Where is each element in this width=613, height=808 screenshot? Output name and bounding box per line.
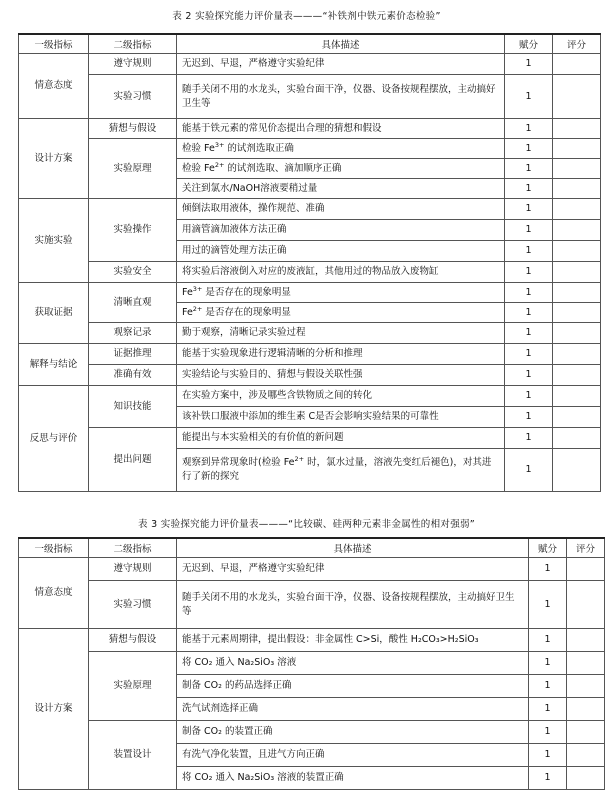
score-cell[interactable]: [553, 75, 601, 119]
points-cell: 1: [529, 581, 567, 629]
score-cell[interactable]: [567, 581, 605, 629]
level1-cell: 实施实验: [19, 199, 89, 283]
table-row: [19, 262, 601, 283]
score-cell[interactable]: [567, 721, 605, 744]
level2-cell: 猜想与假设: [89, 629, 177, 652]
header-score: 评分: [567, 538, 605, 558]
table-row: [19, 139, 601, 159]
score-cell[interactable]: [553, 220, 601, 241]
score-cell[interactable]: [553, 139, 601, 159]
description-cell: 能基于铁元素的常见价态提出合理的猜想和假设: [177, 119, 505, 139]
level2-cell: 装置设计: [89, 721, 177, 790]
table-row: [19, 119, 601, 139]
description-cell: 该补铁口服液中添加的维生素 C是否会影响实验结果的可靠性: [177, 407, 505, 428]
points-cell: 1: [529, 698, 567, 721]
description-cell: 能基于实验现象进行逻辑清晰的分析和推理: [177, 344, 505, 365]
points-cell: 1: [529, 652, 567, 675]
table-row: [19, 428, 601, 449]
score-cell[interactable]: [553, 407, 601, 428]
points-cell: 1: [505, 220, 553, 241]
score-cell[interactable]: [553, 159, 601, 179]
header-level2: 二级指标: [89, 538, 177, 558]
description-cell: 能提出与本实验相关的有价值的新问题: [177, 428, 505, 449]
points-cell: 1: [505, 54, 553, 75]
points-cell: 1: [505, 283, 553, 303]
level1-cell: 获取证据: [19, 283, 89, 344]
table-row: [19, 386, 601, 407]
table-row: [19, 54, 601, 75]
level2-cell: 实验安全: [89, 262, 177, 283]
description-cell: 观察到异常现象时(检验 $Fe^{2+}$ 时，氯水过量，溶液先变红后褪色)，对其进行了新的探究: [177, 449, 505, 492]
points-cell: 1: [505, 344, 553, 365]
table-row: [19, 323, 601, 344]
level2-cell: 提出问题: [89, 428, 177, 492]
description-cell: 无迟到、早退，严格遵守实验纪律: [177, 558, 529, 581]
score-cell[interactable]: [553, 283, 601, 303]
score-cell[interactable]: [553, 119, 601, 139]
description-cell: 将 CO₂ 通入 Na₂SiO₃ 溶液: [177, 652, 529, 675]
description-cell: 无迟到、早退，严格遵守实验纪律: [177, 54, 505, 75]
description-cell: 用滴管滴加液体方法正确: [177, 220, 505, 241]
table2-header-row: [19, 34, 601, 54]
header-description: 具体描述: [177, 34, 505, 54]
points-cell: 1: [505, 449, 553, 492]
header-points: 赋分: [529, 538, 567, 558]
level2-cell: 遵守规则: [89, 558, 177, 581]
table-row: [19, 365, 601, 386]
description-cell: $Fe^{3+}$ 是否存在的现象明显: [177, 283, 505, 303]
table2-caption: 表 2 实验探究能力评价量表———“补铁剂中铁元素价态检验”: [172, 11, 441, 22]
points-cell: 1: [529, 558, 567, 581]
points-cell: 1: [505, 386, 553, 407]
description-cell: $Fe^{2+}$ 是否存在的现象明显: [177, 303, 505, 323]
table3: [18, 537, 605, 790]
points-cell: 1: [505, 262, 553, 283]
level2-cell: 遵守规则: [89, 54, 177, 75]
points-cell: 1: [529, 629, 567, 652]
table-row: [19, 75, 601, 119]
level2-cell: 实验原理: [89, 652, 177, 721]
score-cell[interactable]: [553, 344, 601, 365]
points-cell: 1: [529, 675, 567, 698]
level1-cell: 设计方案: [19, 629, 89, 790]
header-level2: 二级指标: [89, 34, 177, 54]
description-cell: 有洗气净化装置，且进气方向正确: [177, 744, 529, 767]
score-cell[interactable]: [553, 179, 601, 199]
level1-cell: 情意态度: [19, 54, 89, 119]
score-cell[interactable]: [553, 54, 601, 75]
score-cell[interactable]: [553, 323, 601, 344]
header-level1: 一级指标: [19, 34, 89, 54]
description-cell: 制备 CO₂ 的药品选择正确: [177, 675, 529, 698]
points-cell: 1: [505, 159, 553, 179]
table-row: [19, 283, 601, 303]
level2-cell: 知识技能: [89, 386, 177, 428]
score-cell[interactable]: [553, 449, 601, 492]
level2-cell: 实验习惯: [89, 75, 177, 119]
score-cell[interactable]: [567, 652, 605, 675]
level2-cell: 实验习惯: [89, 581, 177, 629]
description-cell: 能基于元素周期律，提出假设：非金属性 C>Si，酸性 H₂CO₃>H₂SiO₃: [177, 629, 529, 652]
description-cell: 倾倒法取用液体，操作规范、准确: [177, 199, 505, 220]
score-cell[interactable]: [553, 428, 601, 449]
description-cell: 勤于观察，清晰记录实验过程: [177, 323, 505, 344]
points-cell: 1: [505, 199, 553, 220]
table-row: [19, 652, 605, 675]
description-cell: 将 CO₂ 通入 Na₂SiO₃ 溶液的装置正确: [177, 767, 529, 790]
header-level1: 一级指标: [19, 538, 89, 558]
description-cell: 随手关闭不用的水龙头，实验台面干净，仪器、设备按规程摆放，主动搞好卫生等: [177, 581, 529, 629]
description-cell: 将实验后溶液倒入对应的废液缸，其他用过的物品放入废物缸: [177, 262, 505, 283]
score-cell[interactable]: [567, 698, 605, 721]
level1-cell: 反思与评价: [19, 386, 89, 492]
points-cell: 1: [505, 407, 553, 428]
points-cell: 1: [529, 744, 567, 767]
score-cell[interactable]: [567, 767, 605, 790]
score-cell[interactable]: [553, 365, 601, 386]
description-cell: 洗气试剂选择正确: [177, 698, 529, 721]
score-cell[interactable]: [553, 303, 601, 323]
level2-cell: 证据推理: [89, 344, 177, 365]
score-cell[interactable]: [553, 262, 601, 283]
description-cell: 在实验方案中，涉及哪些含铁物质之间的转化: [177, 386, 505, 407]
level2-cell: 观察记录: [89, 323, 177, 344]
score-cell[interactable]: [567, 744, 605, 767]
score-cell[interactable]: [553, 199, 601, 220]
description-cell: 关注到氯水/NaOH溶液要稍过量: [177, 179, 505, 199]
description-cell: 检验 $Fe^{2+}$ 的试剂选取、滴加顺序正确: [177, 159, 505, 179]
table-row: [19, 721, 605, 744]
header-score: 评分: [553, 34, 601, 54]
points-cell: 1: [505, 139, 553, 159]
description-cell: 检验 $Fe^{3+}$ 的试剂选取正确: [177, 139, 505, 159]
points-cell: 1: [505, 323, 553, 344]
table-row: [19, 199, 601, 220]
header-points: 赋分: [505, 34, 553, 54]
table3-header-row: [19, 538, 605, 558]
level1-cell: 设计方案: [19, 119, 89, 199]
description-cell: 用过的滴管处理方法正确: [177, 241, 505, 262]
points-cell: 1: [505, 303, 553, 323]
points-cell: 1: [529, 767, 567, 790]
table-row: [19, 344, 601, 365]
points-cell: 1: [529, 721, 567, 744]
table-row: [19, 629, 605, 652]
score-cell[interactable]: [567, 629, 605, 652]
points-cell: 1: [505, 119, 553, 139]
table2: [18, 33, 601, 492]
header-description: 具体描述: [177, 538, 529, 558]
points-cell: 1: [505, 241, 553, 262]
score-cell[interactable]: [553, 241, 601, 262]
level2-cell: 实验操作: [89, 199, 177, 262]
description-cell: 制备 CO₂ 的装置正确: [177, 721, 529, 744]
level2-cell: 准确有效: [89, 365, 177, 386]
score-cell[interactable]: [553, 386, 601, 407]
table-row: [19, 558, 605, 581]
level2-cell: 猜想与假设: [89, 119, 177, 139]
points-cell: 1: [505, 75, 553, 119]
level1-cell: 解释与结论: [19, 344, 89, 386]
score-cell[interactable]: [567, 675, 605, 698]
description-cell: 随手关闭不用的水龙头，实验台面干净，仪器、设备按规程摆放，主动搞好卫生等: [177, 75, 505, 119]
table-row: [19, 581, 605, 629]
level2-cell: 实验原理: [89, 139, 177, 199]
description-cell: 实验结论与实验目的、猜想与假设关联性强: [177, 365, 505, 386]
points-cell: 1: [505, 179, 553, 199]
points-cell: 1: [505, 365, 553, 386]
level2-cell: 清晰直观: [89, 283, 177, 323]
points-cell: 1: [505, 428, 553, 449]
level1-cell: 情意态度: [19, 558, 89, 629]
table3-caption: 表 3 实验探究能力评价量表———“比较碳、硅两种元素非金属性的相对强弱”: [137, 519, 476, 530]
score-cell[interactable]: [567, 558, 605, 581]
